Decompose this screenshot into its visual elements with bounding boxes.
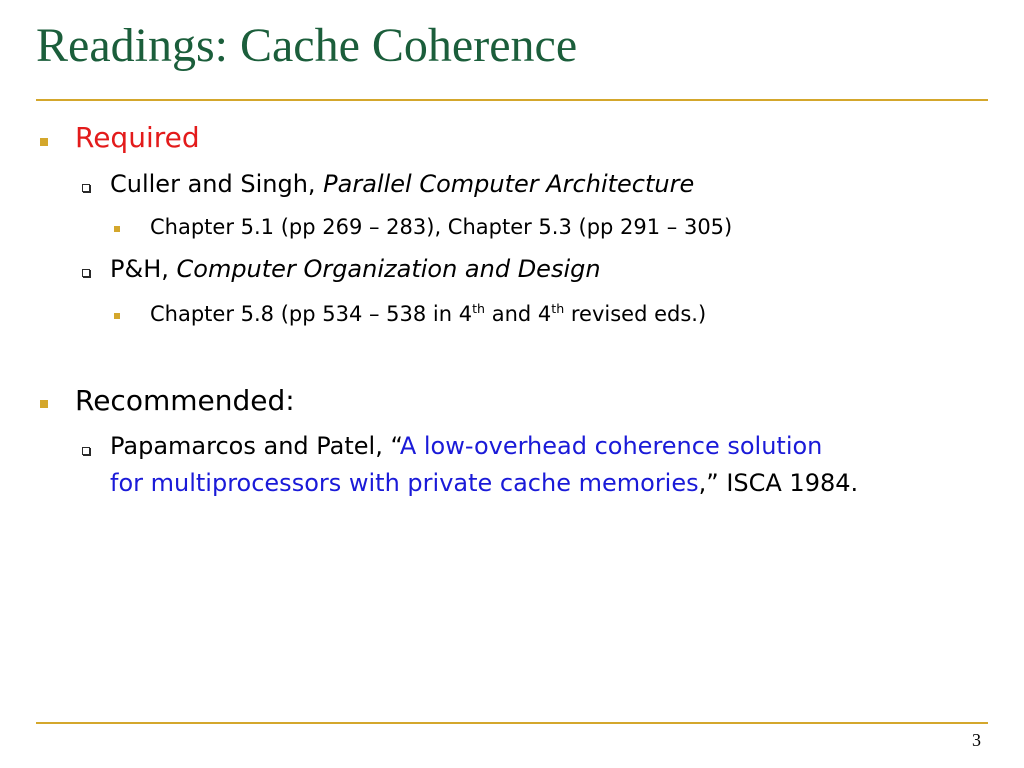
- bullet-square-icon: [40, 138, 48, 146]
- paper-link[interactable]: A low-overhead coherence solution: [399, 432, 823, 460]
- bullet-checkbox-icon: [82, 447, 90, 455]
- reading-authors: Papamarcos and Patel, “: [110, 432, 400, 460]
- reading-chapters: Chapter 5.8 (pp 534 – 538 in 4th and 4th revised eds.): [150, 301, 707, 326]
- slide-title: Readings: Cache Coherence: [36, 19, 578, 72]
- title-divider: [36, 99, 988, 101]
- bullet-checkbox-icon: [82, 269, 90, 277]
- bullet-square-icon: [114, 313, 120, 319]
- reading-chapters: Chapter 5.1 (pp 269 – 283), Chapter 5.3 (pp 291 – 305): [150, 215, 733, 239]
- required-heading: Required: [75, 121, 200, 154]
- bullet-square-icon: [114, 226, 120, 232]
- reading-item-ph: [110, 255, 601, 283]
- reading-item-papamarcos-patel-cont: [110, 469, 858, 497]
- reading-book-title: Parallel Computer Architecture: [323, 170, 695, 198]
- reading-item-papamarcos-patel: [110, 432, 822, 460]
- bullet-checkbox-icon: [82, 184, 90, 192]
- recommended-heading: Recommended:: [75, 384, 295, 417]
- paper-link[interactable]: for multiprocessors with private cache memories: [110, 469, 699, 497]
- reading-item-culler-singh: [110, 170, 694, 198]
- bullet-square-icon: [40, 400, 48, 408]
- footer-divider: [36, 722, 988, 724]
- reading-book-title: Computer Organization and Design: [176, 255, 601, 283]
- page-number: 3: [972, 730, 981, 750]
- reading-venue: ,” ISCA 1984.: [698, 469, 859, 497]
- reading-authors: P&H,: [110, 255, 177, 283]
- reading-authors: Culler and Singh,: [110, 170, 324, 198]
